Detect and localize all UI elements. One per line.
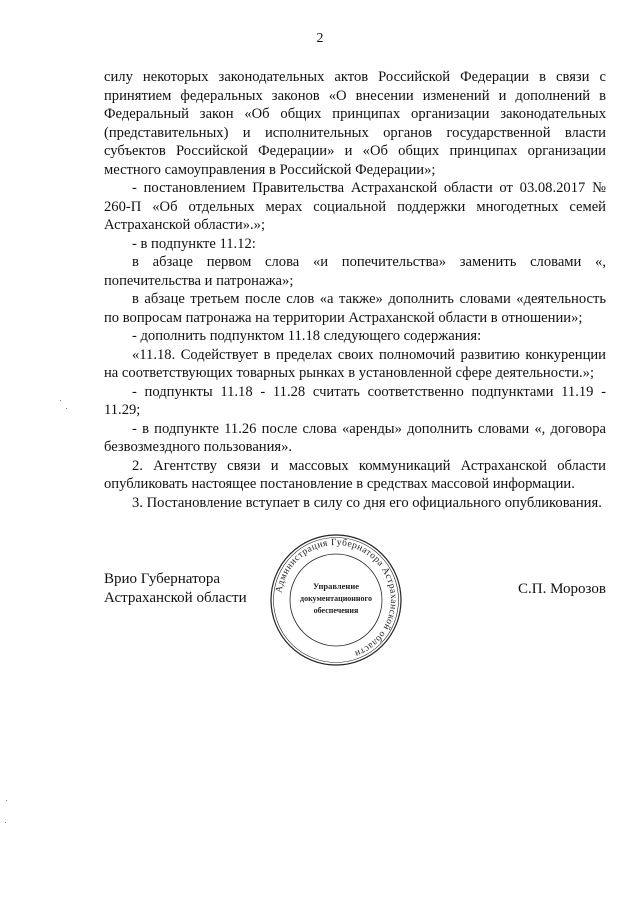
paragraph: 2. Агентству связи и массовых коммуникаций Астраханской области опубликовать настоящее постановление в средствах массовой информации. <box>104 457 606 492</box>
signatory-position-line: Астраханской области <box>104 590 247 606</box>
seal-center-text: Управление <box>312 581 360 591</box>
signatory-name: С.П. Морозов <box>518 581 606 597</box>
paragraph: силу некоторых законодательных актов Российской Федерации в связи с принятием федеральных законов «О внесении изменений и дополнений в Федеральный закон «Об общих принципах организации законодательных (представительных) и исполнительных органов государственной власти субъектов Российской Федерации» и «Об общих принципах организации местного самоуправления в Российской Федерации»; <box>104 69 606 178</box>
paragraph: - в подпункте 11.12: <box>132 235 256 252</box>
paragraph: в абзаце третьем после слов «а также» дополнить словами «деятельность по вопросам патронажа на территории Астраханской области в отношении»; <box>104 291 606 326</box>
signatory-position <box>104 570 247 608</box>
seal-center-text: обеспечения <box>313 606 359 615</box>
page-number: 2 <box>316 31 324 46</box>
scan-speck <box>60 400 61 401</box>
scan-speck <box>6 800 7 801</box>
paragraph: в абзаце первом слова «и попечительства» заменить словами «, попечительства и патронажа»; <box>104 254 606 289</box>
paragraph: «11.18. Содействует в пределах своих полномочий развитию конкуренции на соответствующих товарных рынках в установленной сфере деятельности.»; <box>104 346 606 381</box>
scan-speck <box>5 822 6 823</box>
scan-speck <box>66 408 67 409</box>
official-seal <box>269 533 403 667</box>
document-body <box>104 68 606 512</box>
signatory-position-line: Врио Губернатора <box>104 571 221 587</box>
paragraph: 3. Постановление вступает в силу со дня его официального опубликования. <box>132 494 602 511</box>
paragraph: - дополнить подпунктом 11.18 следующего содержания: <box>132 328 482 344</box>
paragraph: - постановлением Правительства Астраханской области от 03.08.2017 № 260-П «Об отдельных мерах социальной поддержки многодетных семей Астраханской области».»; <box>104 180 606 233</box>
paragraph: - в подпункте 11.26 после слова «аренды» дополнить словами «, договора безвозмездного пользования». <box>104 420 606 455</box>
seal-center-text: документационного <box>300 594 372 603</box>
paragraph: - подпункты 11.18 - 11.28 считать соответственно подпунктами 11.19 - 11.29; <box>104 383 606 418</box>
seal-ring-text: Администрация Губернатора Астраханской области <box>274 537 399 659</box>
